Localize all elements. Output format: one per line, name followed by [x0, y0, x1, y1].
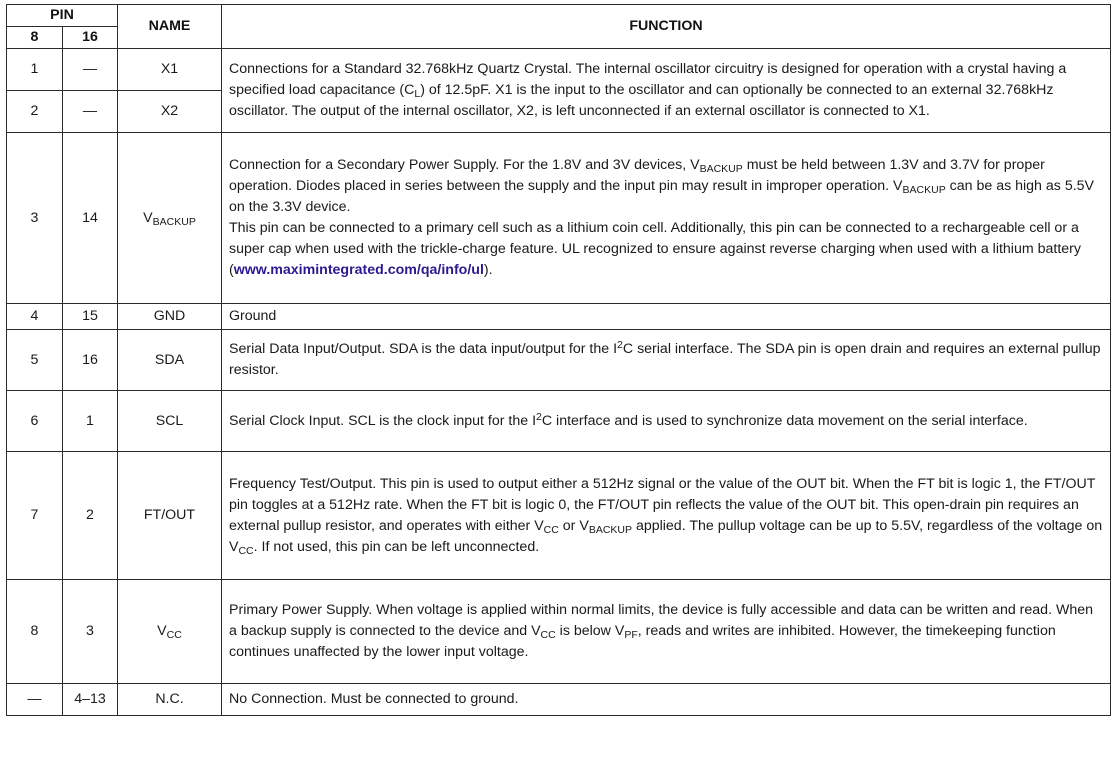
name-cell: SDA — [118, 330, 222, 391]
name-cell: X2 — [118, 91, 222, 133]
function-cell: Connections for a Standard 32.768kHz Quartz Crystal. The internal oscillator circuitry is designed for operation with a crystal having a specified load capacitance $(C_L)$ of 12.5pF. X1 is the input to the oscillator and can optionally be connected to an external 32.768kHz oscillator. The output of the internal oscillator, X2, is left unconnected if an external oscillator is connected to X1. — [222, 49, 1111, 133]
pin8-cell: 7 — [7, 452, 63, 580]
pin8-cell: — — [7, 684, 63, 716]
pin16-cell: 2 — [63, 452, 118, 580]
function-cell: No Connection. Must be connected to ground. — [222, 684, 1111, 716]
name-cell: SCL — [118, 391, 222, 452]
pin-description-table — [6, 4, 1111, 716]
table-row — [7, 684, 1111, 716]
header-pin: PIN — [7, 5, 118, 27]
function-cell: Serial Data Input/Output. SDA is the data input/output for the $I^2C$ serial interface. The SDA pin is open drain and requires an external pullup resistor. — [222, 330, 1111, 391]
pin16-cell: 14 — [63, 133, 118, 304]
pin16-cell: — — [63, 91, 118, 133]
pin16-cell: 15 — [63, 304, 118, 330]
function-cell: Ground — [222, 304, 1111, 330]
pin8-cell: 4 — [7, 304, 63, 330]
pin8-cell: 1 — [7, 49, 63, 91]
function-cell: Frequency Test/Output. This pin is used to output either a 512Hz signal or the value of the OUT bit. When the FT bit is logic 1, the FT/OUT pin toggles at a 512Hz rate. When the FT bit is logic 0, the FT/OUT pin reflects the value of the OUT bit. This open-drain pin requires an external pullup resistor, and operates with either $V_{CC}$ or $V_{BACKUP}$ applied. The pullup voltage can be up to 5.5V, regardless of the voltage on $V_{CC}$. If not used, this pin can be left unconnected. — [222, 452, 1111, 580]
pin8-cell: 6 — [7, 391, 63, 452]
table-row — [7, 330, 1111, 391]
function-cell: Primary Power Supply. When voltage is applied within normal limits, the device is fully accessible and data can be written and read. When a backup supply is connected to the device and $V_{CC}$ is below $V_{PF}$, reads and writes are inhibited. However, the timekeeping function continues unaffected by the lower input voltage. — [222, 580, 1111, 684]
header-name: NAME — [118, 5, 222, 49]
name-cell: $V_{CC}$ — [118, 580, 222, 684]
header-function: FUNCTION — [222, 5, 1111, 49]
table-row — [7, 452, 1111, 580]
name-cell: $V_{BACKUP}$ — [118, 133, 222, 304]
pin16-cell: 16 — [63, 330, 118, 391]
pin8-cell: 5 — [7, 330, 63, 391]
pin16-cell: 3 — [63, 580, 118, 684]
name-cell: FT/OUT — [118, 452, 222, 580]
pin8-cell: 8 — [7, 580, 63, 684]
function-cell: Connection for a Secondary Power Supply. For the 1.8V and 3V devices, $V_{BACKUP}$ must be held between 1.3V and 3.7V for proper operation. Diodes placed in series between the supply and the input pin may result in improper operation. $V_{BACKUP}$ can be as high as 5.5V on the 3.3V device. This pin can be connected to a primary cell such as a lithium coin cell. Additionally, this pin can be connected to a rechargeable cell or a super cap when used with the trickle-charge feature. UL recognized to ensure against reverse charging when used with a lithium battery (www.maximintegrated.com/qa/info/ul). — [222, 133, 1111, 304]
table-row — [7, 304, 1111, 330]
name-cell: X1 — [118, 49, 222, 91]
ul-info-link[interactable]: www.maximintegrated.com/qa/info/ul — [233, 262, 484, 278]
table-row — [7, 133, 1111, 304]
header-pin-16: 16 — [63, 27, 118, 49]
pin16-cell: — — [63, 49, 118, 91]
table-row — [7, 580, 1111, 684]
name-cell: GND — [118, 304, 222, 330]
header-pin-8: 8 — [7, 27, 63, 49]
pin16-cell: 1 — [63, 391, 118, 452]
table-row — [7, 391, 1111, 452]
table-row — [7, 49, 1111, 91]
pin16-cell: 4–13 — [63, 684, 118, 716]
pin8-cell: 2 — [7, 91, 63, 133]
function-cell: Serial Clock Input. SCL is the clock input for the $I^2C$ interface and is used to synchronize data movement on the serial interface. — [222, 391, 1111, 452]
name-cell: N.C. — [118, 684, 222, 716]
pin8-cell: 3 — [7, 133, 63, 304]
